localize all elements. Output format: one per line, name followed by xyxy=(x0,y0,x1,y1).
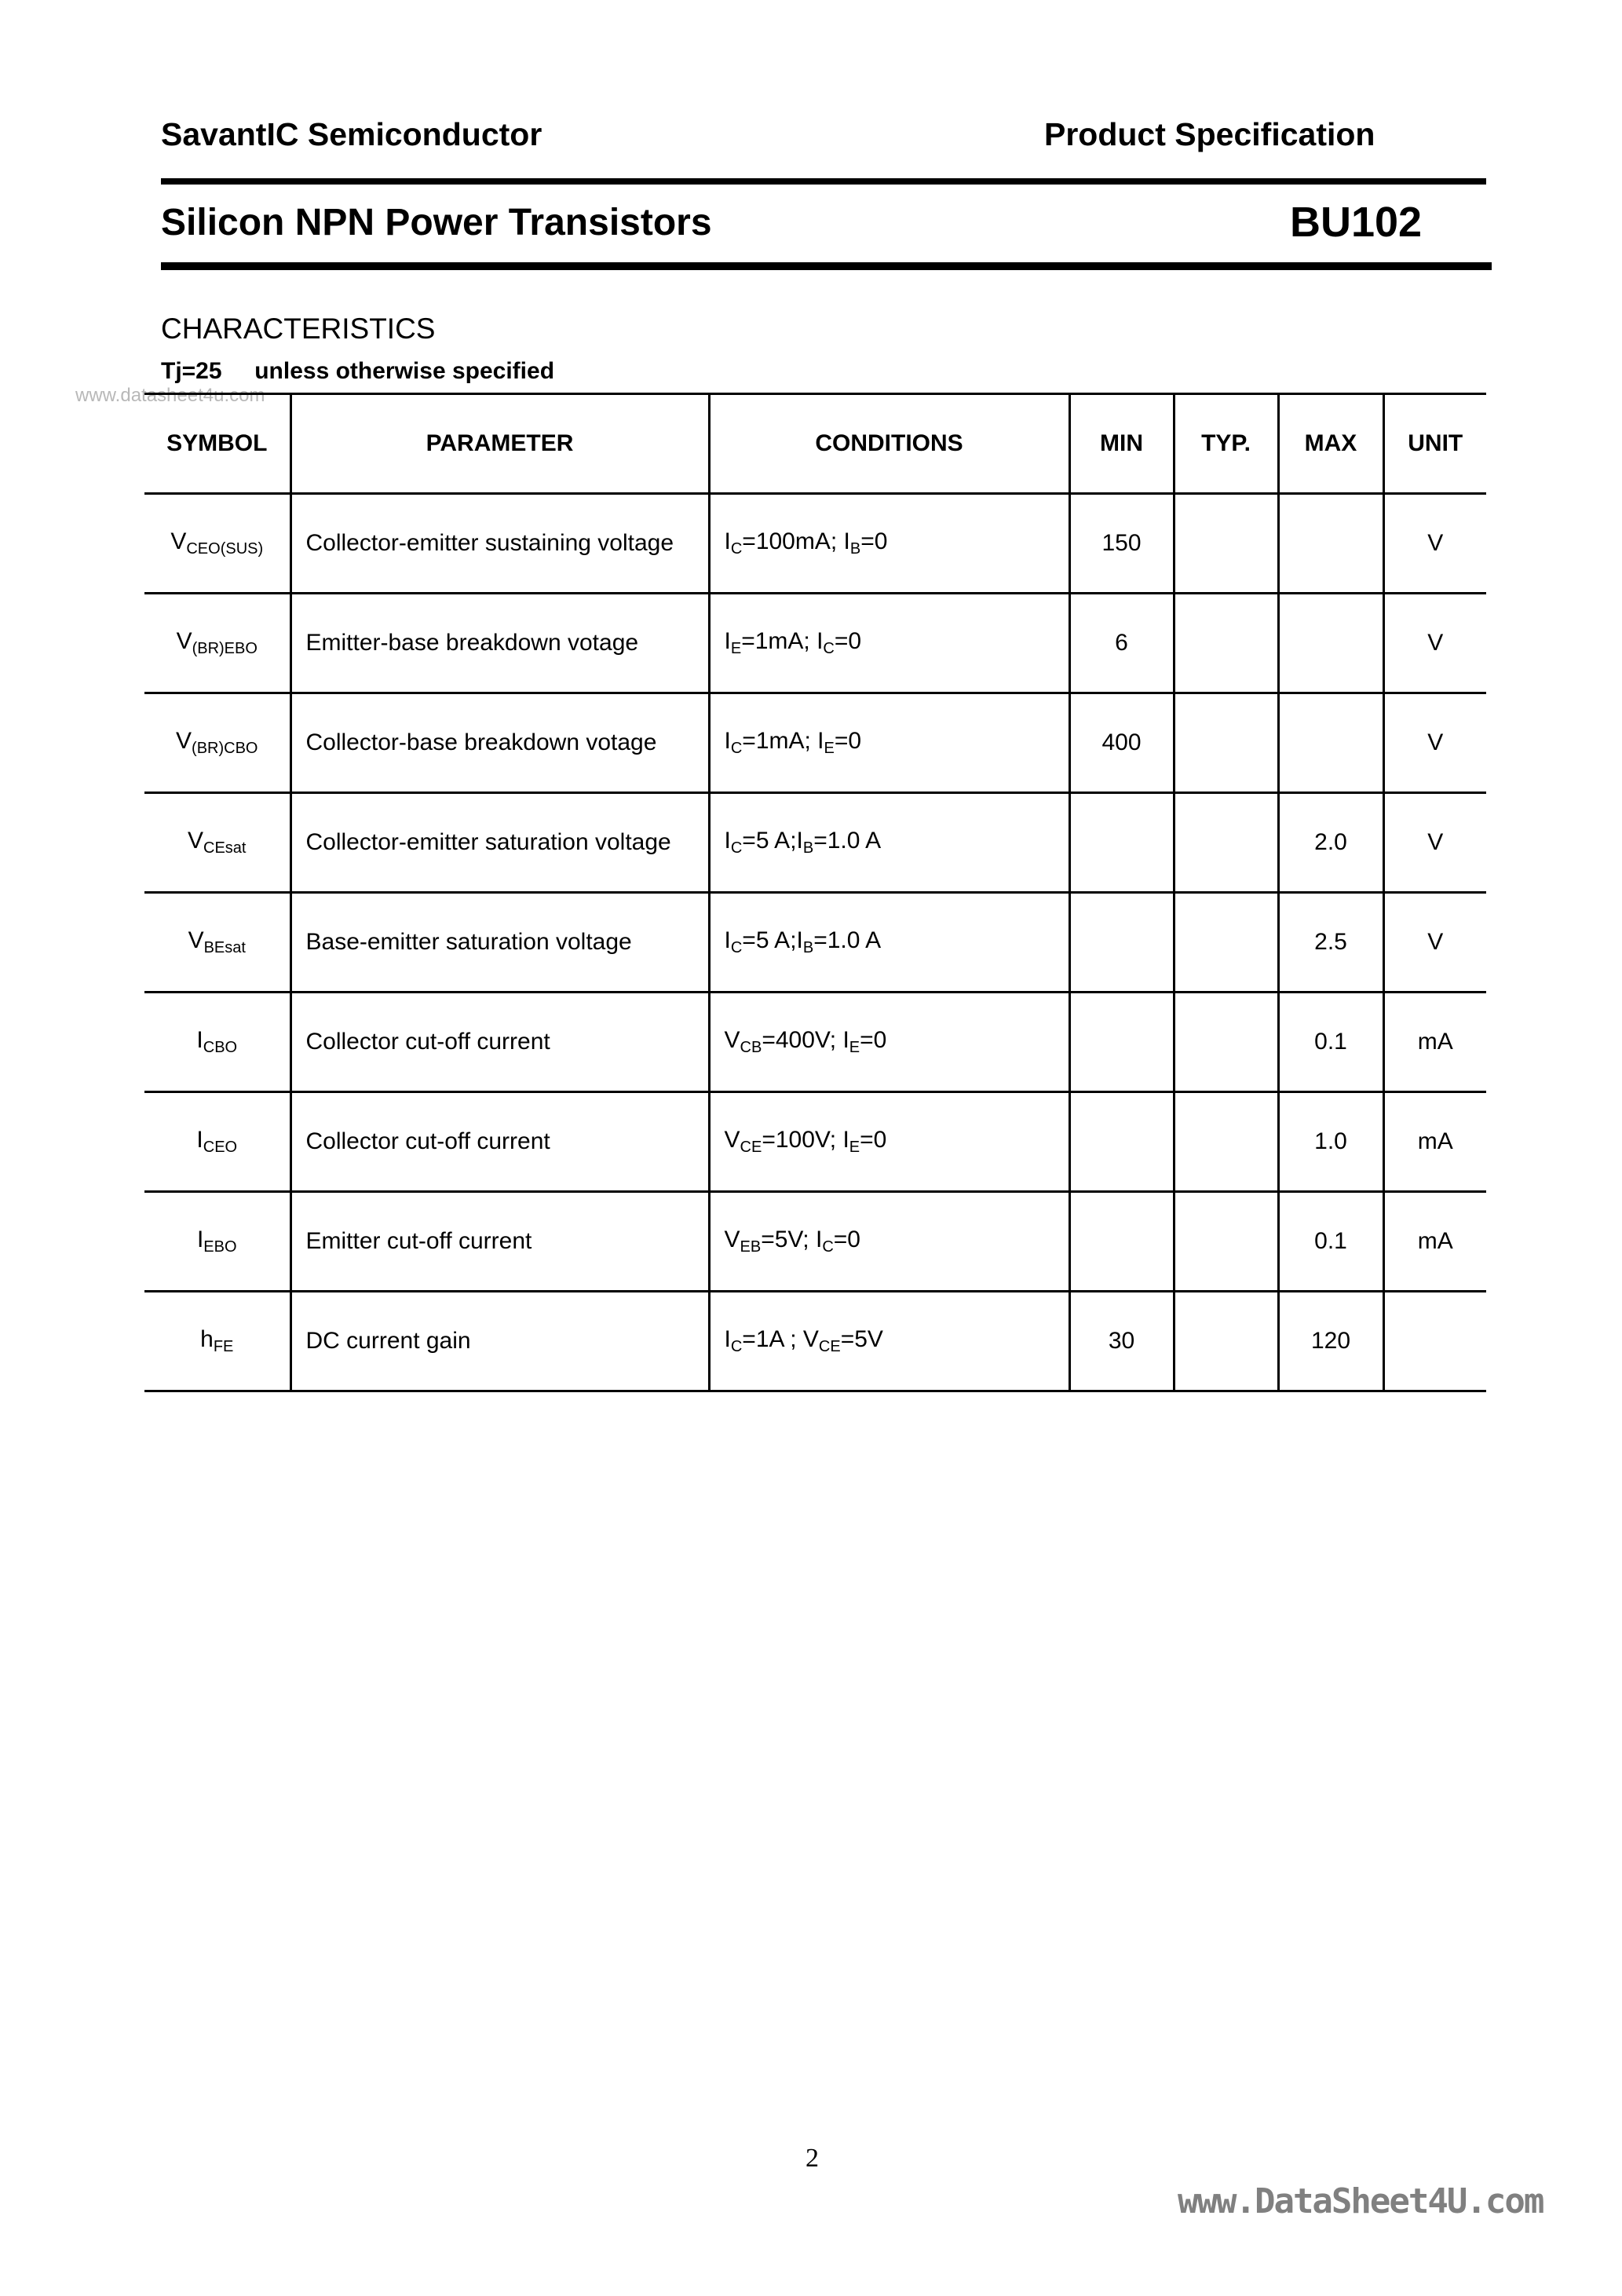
symbol-cell xyxy=(144,1192,290,1292)
cond-sub: E xyxy=(849,1139,860,1156)
typ-cell xyxy=(1174,793,1278,893)
symbol-sub: CEO(SUS) xyxy=(186,540,264,558)
cond-var: I xyxy=(724,628,731,654)
conditions-cell xyxy=(709,993,1069,1092)
unit-cell: V xyxy=(1383,494,1486,594)
cond-value: =0 xyxy=(834,728,862,754)
cond-sub: C xyxy=(730,939,743,956)
symbol: I xyxy=(196,1127,203,1153)
typ-cell xyxy=(1174,1292,1278,1391)
cond-var: I xyxy=(796,828,803,854)
col-symbol: SYMBOL xyxy=(144,394,290,494)
cond-value: =100mA; xyxy=(742,528,844,554)
parameter-cell: Emitter-base breakdown votage xyxy=(290,594,709,693)
table-row xyxy=(144,993,1486,1092)
cond-var: I xyxy=(724,828,731,854)
unit-cell: mA xyxy=(1383,993,1486,1092)
symbol-cell xyxy=(144,1292,290,1391)
col-max: MAX xyxy=(1278,394,1383,494)
parameter-cell: Collector-emitter saturation voltage xyxy=(290,793,709,893)
symbol-sub: (BR)EBO xyxy=(192,640,258,657)
table-row xyxy=(144,1192,1486,1292)
max-cell: 0.1 xyxy=(1278,993,1383,1092)
cond-value: =1mA; xyxy=(741,628,817,654)
cond-sub: CE xyxy=(740,1139,762,1156)
unit-cell: V xyxy=(1383,693,1486,793)
product-line-title: Silicon NPN Power Transistors xyxy=(161,202,712,243)
cond-sub: B xyxy=(849,540,861,558)
cond-value: =0 xyxy=(833,1227,860,1252)
unit-cell: V xyxy=(1383,893,1486,993)
symbol: V xyxy=(170,528,187,554)
typ-cell xyxy=(1174,1192,1278,1292)
typ-cell xyxy=(1174,893,1278,993)
symbol-cell xyxy=(144,793,290,893)
conditions-cell xyxy=(709,693,1069,793)
cond-var: V xyxy=(724,1027,740,1053)
cond-var: I xyxy=(796,927,803,953)
col-conditions: CONDITIONS xyxy=(709,394,1069,494)
cond-value: =0 xyxy=(860,1127,887,1153)
cond-value: =5 A; xyxy=(742,828,797,854)
cond-var: I xyxy=(816,628,824,654)
characteristics-table xyxy=(144,393,1486,1392)
table-header-row xyxy=(144,394,1486,494)
watermark-bottom: www.DataSheet4U.com xyxy=(1178,2181,1543,2221)
cond-sub: B xyxy=(802,939,814,956)
table-row xyxy=(144,1092,1486,1192)
max-cell: 1.0 xyxy=(1278,1092,1383,1192)
symbol-sub: CEO xyxy=(203,1139,238,1156)
table-row xyxy=(144,693,1486,793)
cond-sub: B xyxy=(802,839,814,857)
min-cell xyxy=(1069,893,1174,993)
cond-value: =5V xyxy=(840,1326,883,1352)
cond-sub: C xyxy=(730,839,743,857)
symbol-cell xyxy=(144,693,290,793)
condition-note: Tj=25 unless otherwise specified xyxy=(161,358,555,384)
table-row xyxy=(144,594,1486,693)
cond-var: V xyxy=(724,1127,740,1153)
cond-value: =1.0 A xyxy=(813,828,882,854)
symbol-cell xyxy=(144,1092,290,1192)
parameter-cell: Emitter cut-off current xyxy=(290,1192,709,1292)
cond-value: =5V; xyxy=(761,1227,816,1252)
cond-sub: C xyxy=(730,1338,743,1355)
conditions-cell xyxy=(709,594,1069,693)
min-cell: 6 xyxy=(1069,594,1174,693)
cond-value: =400V; xyxy=(762,1027,843,1053)
conditions-cell xyxy=(709,1192,1069,1292)
typ-cell xyxy=(1174,693,1278,793)
max-cell xyxy=(1278,494,1383,594)
min-cell: 30 xyxy=(1069,1292,1174,1391)
cond-value: =0 xyxy=(834,628,862,654)
cond-sub: CB xyxy=(740,1039,762,1056)
cond-var: V xyxy=(724,1227,740,1252)
cond-var: I xyxy=(842,1127,849,1153)
parameter-cell: Collector-base breakdown votage xyxy=(290,693,709,793)
cond-var: V xyxy=(802,1326,819,1352)
min-cell xyxy=(1069,993,1174,1092)
typ-cell xyxy=(1174,594,1278,693)
unit-cell: V xyxy=(1383,594,1486,693)
cond-sub: E xyxy=(730,640,742,657)
cond-sub: C xyxy=(730,740,743,757)
symbol: V xyxy=(188,927,204,953)
col-min: MIN xyxy=(1069,394,1174,494)
unit-cell: mA xyxy=(1383,1092,1486,1192)
symbol-cell xyxy=(144,993,290,1092)
watermark-top: www.datasheet4u.com xyxy=(75,385,265,406)
symbol-sub: (BR)CBO xyxy=(192,740,258,757)
cond-var: I xyxy=(724,728,731,754)
col-unit: UNIT xyxy=(1383,394,1486,494)
symbol-sub: CBO xyxy=(203,1039,238,1056)
cond-sub: C xyxy=(823,640,835,657)
min-cell xyxy=(1069,1192,1174,1292)
cond-var: I xyxy=(843,528,850,554)
conditions-cell xyxy=(709,1292,1069,1391)
min-cell xyxy=(1069,793,1174,893)
cond-value: =1.0 A xyxy=(813,927,882,953)
cond-sub: C xyxy=(822,1238,834,1256)
table-row xyxy=(144,793,1486,893)
cond-var: I xyxy=(817,728,824,754)
table-row xyxy=(144,893,1486,993)
parameter-cell: Collector-emitter sustaining voltage xyxy=(290,494,709,594)
min-cell xyxy=(1069,1092,1174,1192)
cond-sub: C xyxy=(730,540,743,558)
max-cell: 120 xyxy=(1278,1292,1383,1391)
symbol-sub: CEsat xyxy=(203,839,247,857)
typ-cell xyxy=(1174,993,1278,1092)
symbol-cell xyxy=(144,494,290,594)
unit-cell: mA xyxy=(1383,1192,1486,1292)
symbol: V xyxy=(188,828,204,854)
cond-sub: E xyxy=(824,740,835,757)
max-cell xyxy=(1278,594,1383,693)
symbol: V xyxy=(176,728,192,754)
symbol-sub: FE xyxy=(213,1338,234,1355)
cond-var: I xyxy=(724,528,731,554)
section-title: CHARACTERISTICS xyxy=(161,313,436,345)
cond-value: =1mA; xyxy=(742,728,818,754)
cond-var: I xyxy=(724,1326,731,1352)
document-type: Product Specification xyxy=(1044,116,1375,152)
cond-var: I xyxy=(842,1027,849,1053)
col-typ: TYP. xyxy=(1174,394,1278,494)
symbol: I xyxy=(196,1027,203,1053)
col-parameter: PARAMETER xyxy=(290,394,709,494)
conditions-cell xyxy=(709,1092,1069,1192)
header-bottom-rule xyxy=(161,262,1492,270)
max-cell: 0.1 xyxy=(1278,1192,1383,1292)
conditions-cell xyxy=(709,494,1069,594)
max-cell xyxy=(1278,693,1383,793)
unit-cell: V xyxy=(1383,793,1486,893)
cond-value: =0 xyxy=(860,1027,887,1053)
cond-var: I xyxy=(815,1227,823,1252)
cond-sub: E xyxy=(849,1039,860,1056)
part-number: BU102 xyxy=(1290,199,1423,246)
parameter-cell: Collector cut-off current xyxy=(290,1092,709,1192)
symbol: I xyxy=(196,1227,204,1252)
typ-cell xyxy=(1174,1092,1278,1192)
cond-value: =0 xyxy=(860,528,888,554)
cond-sub: CE xyxy=(818,1338,841,1355)
parameter-cell: DC current gain xyxy=(290,1292,709,1391)
table-row xyxy=(144,494,1486,594)
unit-cell xyxy=(1383,1292,1486,1391)
max-cell: 2.0 xyxy=(1278,793,1383,893)
conditions-cell xyxy=(709,893,1069,993)
table-row xyxy=(144,1292,1486,1391)
cond-var: I xyxy=(724,927,731,953)
min-cell: 400 xyxy=(1069,693,1174,793)
typ-cell xyxy=(1174,494,1278,594)
cond-value: =1A ; xyxy=(742,1326,803,1352)
symbol-sub: EBO xyxy=(203,1238,237,1256)
symbol: V xyxy=(176,628,192,654)
symbol-cell xyxy=(144,594,290,693)
cond-sub: EB xyxy=(740,1238,762,1256)
page-number: 2 xyxy=(806,2144,819,2173)
min-cell: 150 xyxy=(1069,494,1174,594)
company-name: SavantIC Semiconductor xyxy=(161,116,542,152)
parameter-cell: Collector cut-off current xyxy=(290,993,709,1092)
cond-value: =100V; xyxy=(762,1127,843,1153)
cond-value: =5 A; xyxy=(742,927,797,953)
max-cell: 2.5 xyxy=(1278,893,1383,993)
symbol-cell xyxy=(144,893,290,993)
symbol: h xyxy=(200,1326,214,1352)
conditions-cell xyxy=(709,793,1069,893)
header-top-rule xyxy=(161,178,1486,185)
parameter-cell: Base-emitter saturation voltage xyxy=(290,893,709,993)
symbol-sub: BEsat xyxy=(203,939,246,956)
